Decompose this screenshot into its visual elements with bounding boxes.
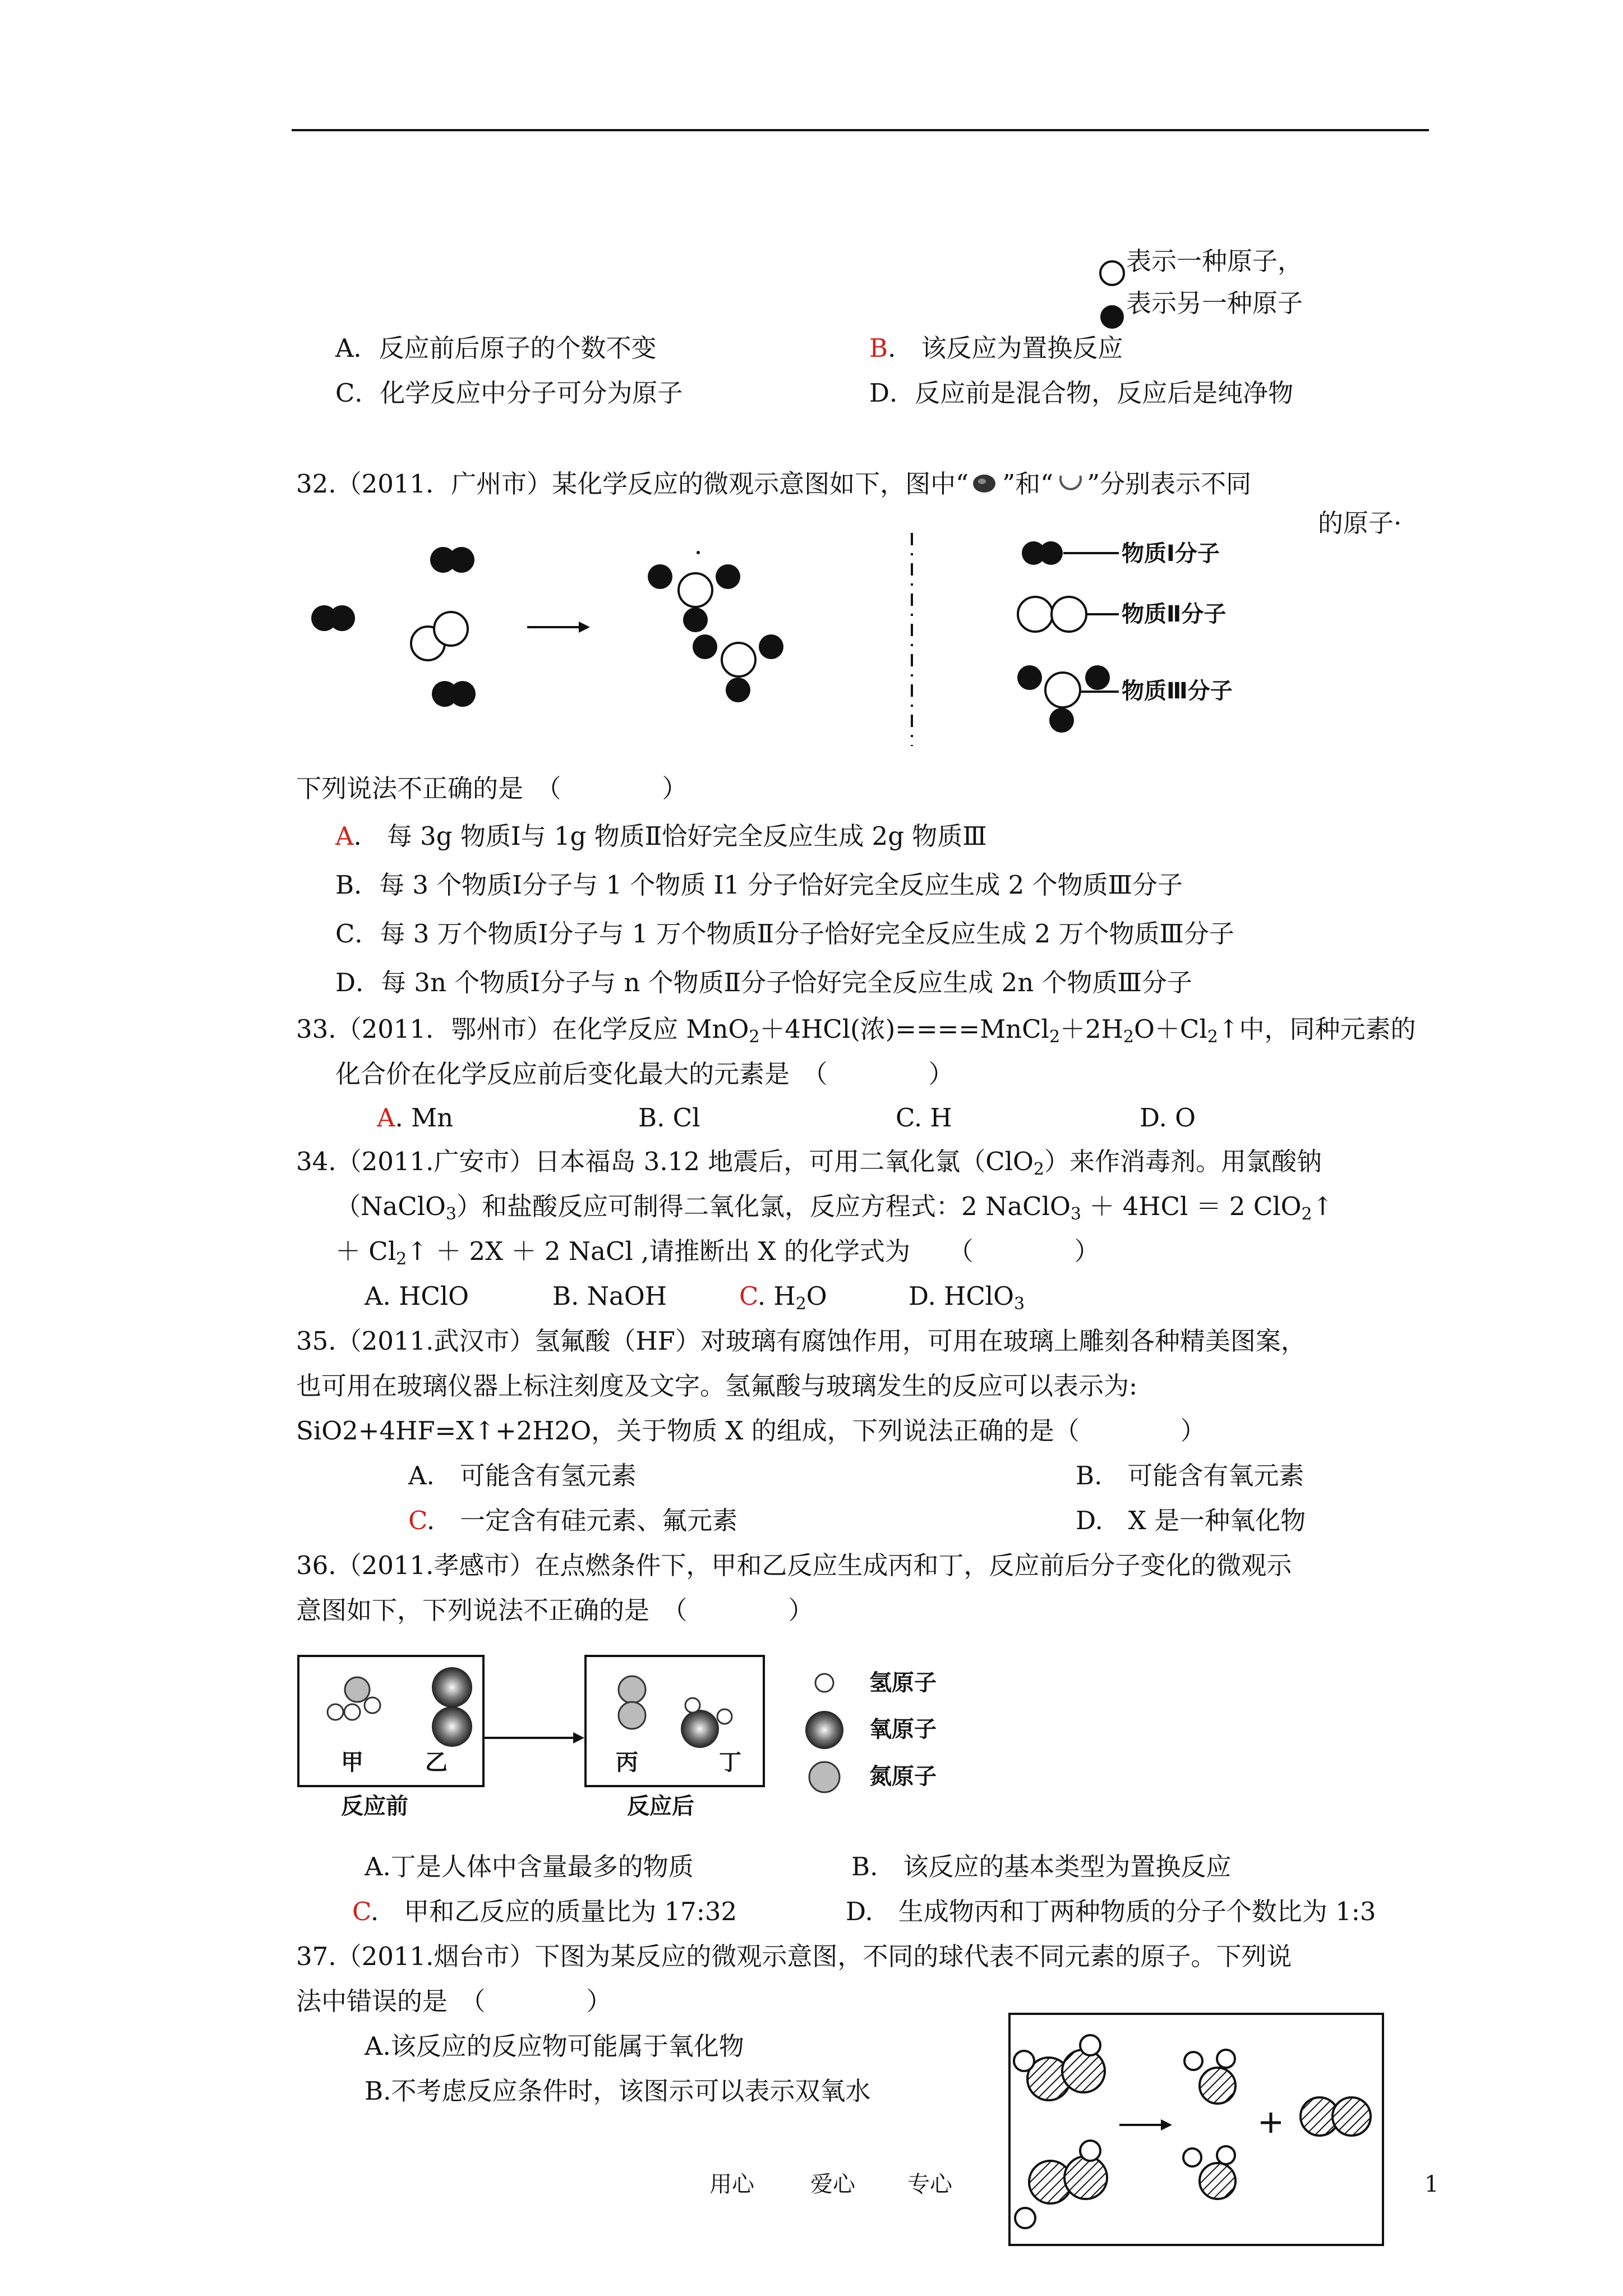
q34-option-c: C. $H_2O$ (739, 1281, 827, 1314)
q34-option-d: D. HClO$_3$ (909, 1281, 1025, 1314)
q34-option-a: A. HClO (365, 1281, 469, 1311)
q32-option-d: D．每 3n 个物质Ⅰ分子与 n 个物质Ⅱ分子恰好完全反应生成 2n 个物质Ⅲ分子 (335, 968, 1192, 997)
q37-line2: 法中错误的是 （ ） (296, 1986, 612, 2016)
q36-option-c: C. 甲和乙反应的质量比为 17:32 (352, 1897, 737, 1926)
q37-line1: 37.（2011.烟台市）下图为某反应的微观示意图，不同的球代表不同元素的原子。下列说 (296, 1941, 1292, 1971)
q37-reaction-diagram (1008, 2013, 1390, 2248)
legend-filled-circle: 表示另一种原子 (1126, 288, 1303, 318)
q36-option-b: B. 该反应的基本类型为置换反应 (851, 1852, 1232, 1881)
q35-line1: 35.（2011.武汉市）氢氟酸（HF）对玻璃有腐蚀作用，可用在玻璃上雕刻各种精美图案， (296, 1326, 1306, 1356)
q36-line1: 36.（2011.孝感市）在点燃条件下，甲和乙反应生成丙和丁，反应前后分子变化的微观示 (296, 1550, 1292, 1580)
q36-legend-h: 氢原子 (869, 1670, 937, 1696)
q34-line1: 34.（2011.广安市）日本福岛 3.12 地震后，可用二氧化氯（ClO$_2$）来作消毒剂。用氯酸钠 (296, 1147, 1322, 1179)
q36-legend-o: 氧原子 (869, 1717, 937, 1742)
q32-option-b: B．每 3 个物质Ⅰ分子与 1 个物质 I1 分子恰好完全反应生成 2 个物质Ⅲ分子 (335, 870, 1183, 900)
q36-legend-n: 氮原子 (869, 1764, 937, 1789)
page-number: 1 (1424, 2171, 1439, 2197)
q35-line2: 也可用在玻璃仪器上标注刻度及文字。氢氟酸与玻璃发生的反应可以表示为: (296, 1371, 1138, 1401)
q34-line3: ＋ $Cl_2↑ + 2X + 2$ NaCl ,请推断出 X 的化学式为 （ ） (335, 1236, 1100, 1269)
q34-line2: （NaClO$_3$）和盐酸反应可制得二氧化氯，反应方程式：2 NaClO$_3$ ＋ 4HCl ＝ 2 ClO$_2$↑ (335, 1191, 1334, 1224)
q34-option-b: B. NaOH (552, 1281, 667, 1311)
q33-option-b: B. Cl (638, 1103, 700, 1133)
q36-label-yi: 乙 (425, 1750, 448, 1775)
q33-option-d: D. O (1140, 1103, 1196, 1133)
q31-option-c: C．化学反应中分子可分为原子 (335, 378, 683, 408)
q35-option-c: C. 一定含有硅元素、氟元素 (408, 1506, 738, 1535)
q31-option-a: A．反应前后原子的个数不变 (335, 333, 657, 363)
q36-label-jia: 甲 (341, 1750, 363, 1775)
q32-option-c: C．每 3 万个物质Ⅰ分子与 1 万个物质Ⅱ分子恰好完全反应生成 2 万个物质Ⅲ分子 (335, 919, 1234, 949)
q35-line3: SiO2+4HF=X↑+2H2O，关于物质 X 的组成，下列说法正确的是（ ） (296, 1416, 1206, 1446)
q37-option-b: B.不考虑反应条件时，该图示可以表示双氧水 (365, 2076, 871, 2106)
q36-label-ding: 丁 (719, 1750, 741, 1775)
footer-motto-2: 爱心 (810, 2171, 855, 2197)
q32-question: 下列说法不正确的是 （ ） (296, 774, 688, 803)
q35-option-b: B. 可能含有氧元素 (1076, 1461, 1304, 1490)
q32-stem: 32.（2011．广州市）某化学反应的微观示意图如下，图中“ ”和“ ”分别表示不同 (296, 469, 1252, 499)
q36-line2: 意图如下，下列说法不正确的是 （ ） (296, 1595, 814, 1625)
q35-option-d: D. X 是一种氧化物 (1076, 1506, 1306, 1535)
q33-line2: 化合价在化学反应前后变化最大的元素是 （ ） (335, 1059, 954, 1089)
q33-option-a: A. Mn (377, 1103, 454, 1133)
q32-legend-2: 物质Ⅱ分子 (1122, 601, 1227, 627)
q32-legend-3: 物质Ⅲ分子 (1122, 678, 1233, 704)
q36-option-a: A.丁是人体中含量最多的物质 (365, 1852, 694, 1881)
q32-legend-1: 物质Ⅰ分子 (1122, 541, 1220, 567)
footer-motto-1: 用心 (709, 2171, 754, 2197)
q32-stem-end: 的原子· (1318, 508, 1402, 538)
header-rule (292, 129, 1429, 131)
q33-option-c: C. H (896, 1103, 952, 1133)
q36-option-d: D. 生成物丙和丁两种物质的分子个数比为 1:3 (846, 1897, 1376, 1926)
q35-option-a: A. 可能含有氢元素 (408, 1461, 637, 1490)
open-circle-icon (1098, 259, 1126, 287)
q36-caption-before: 反应前 (341, 1793, 408, 1819)
q33-line1: 33.（2011．鄂州市）在化学反应 MnO$_2$＋4HCl(浓)$====MnCl_2+2H_2O+Cl_2↑$中，同种元素的 (296, 1014, 1416, 1047)
q37-option-a: A.该反应的反应物可能属于氧化物 (365, 2031, 744, 2061)
q31-option-b: B. 该反应为置换反应 (869, 333, 1123, 363)
q32-option-a: A. 每 3g 物质Ⅰ与 1g 物质Ⅱ恰好完全反应生成 2g 物质Ⅲ (335, 821, 987, 851)
q36-caption-after: 反应后 (627, 1793, 694, 1819)
q31-option-d: D．反应前是混合物，反应后是纯净物 (869, 378, 1294, 408)
q36-label-bing: 丙 (616, 1750, 638, 1775)
footer-motto-3: 专心 (907, 2171, 952, 2197)
legend-open-circle: 表示一种原子， (1126, 246, 1303, 276)
filled-circle-icon (1098, 303, 1126, 331)
